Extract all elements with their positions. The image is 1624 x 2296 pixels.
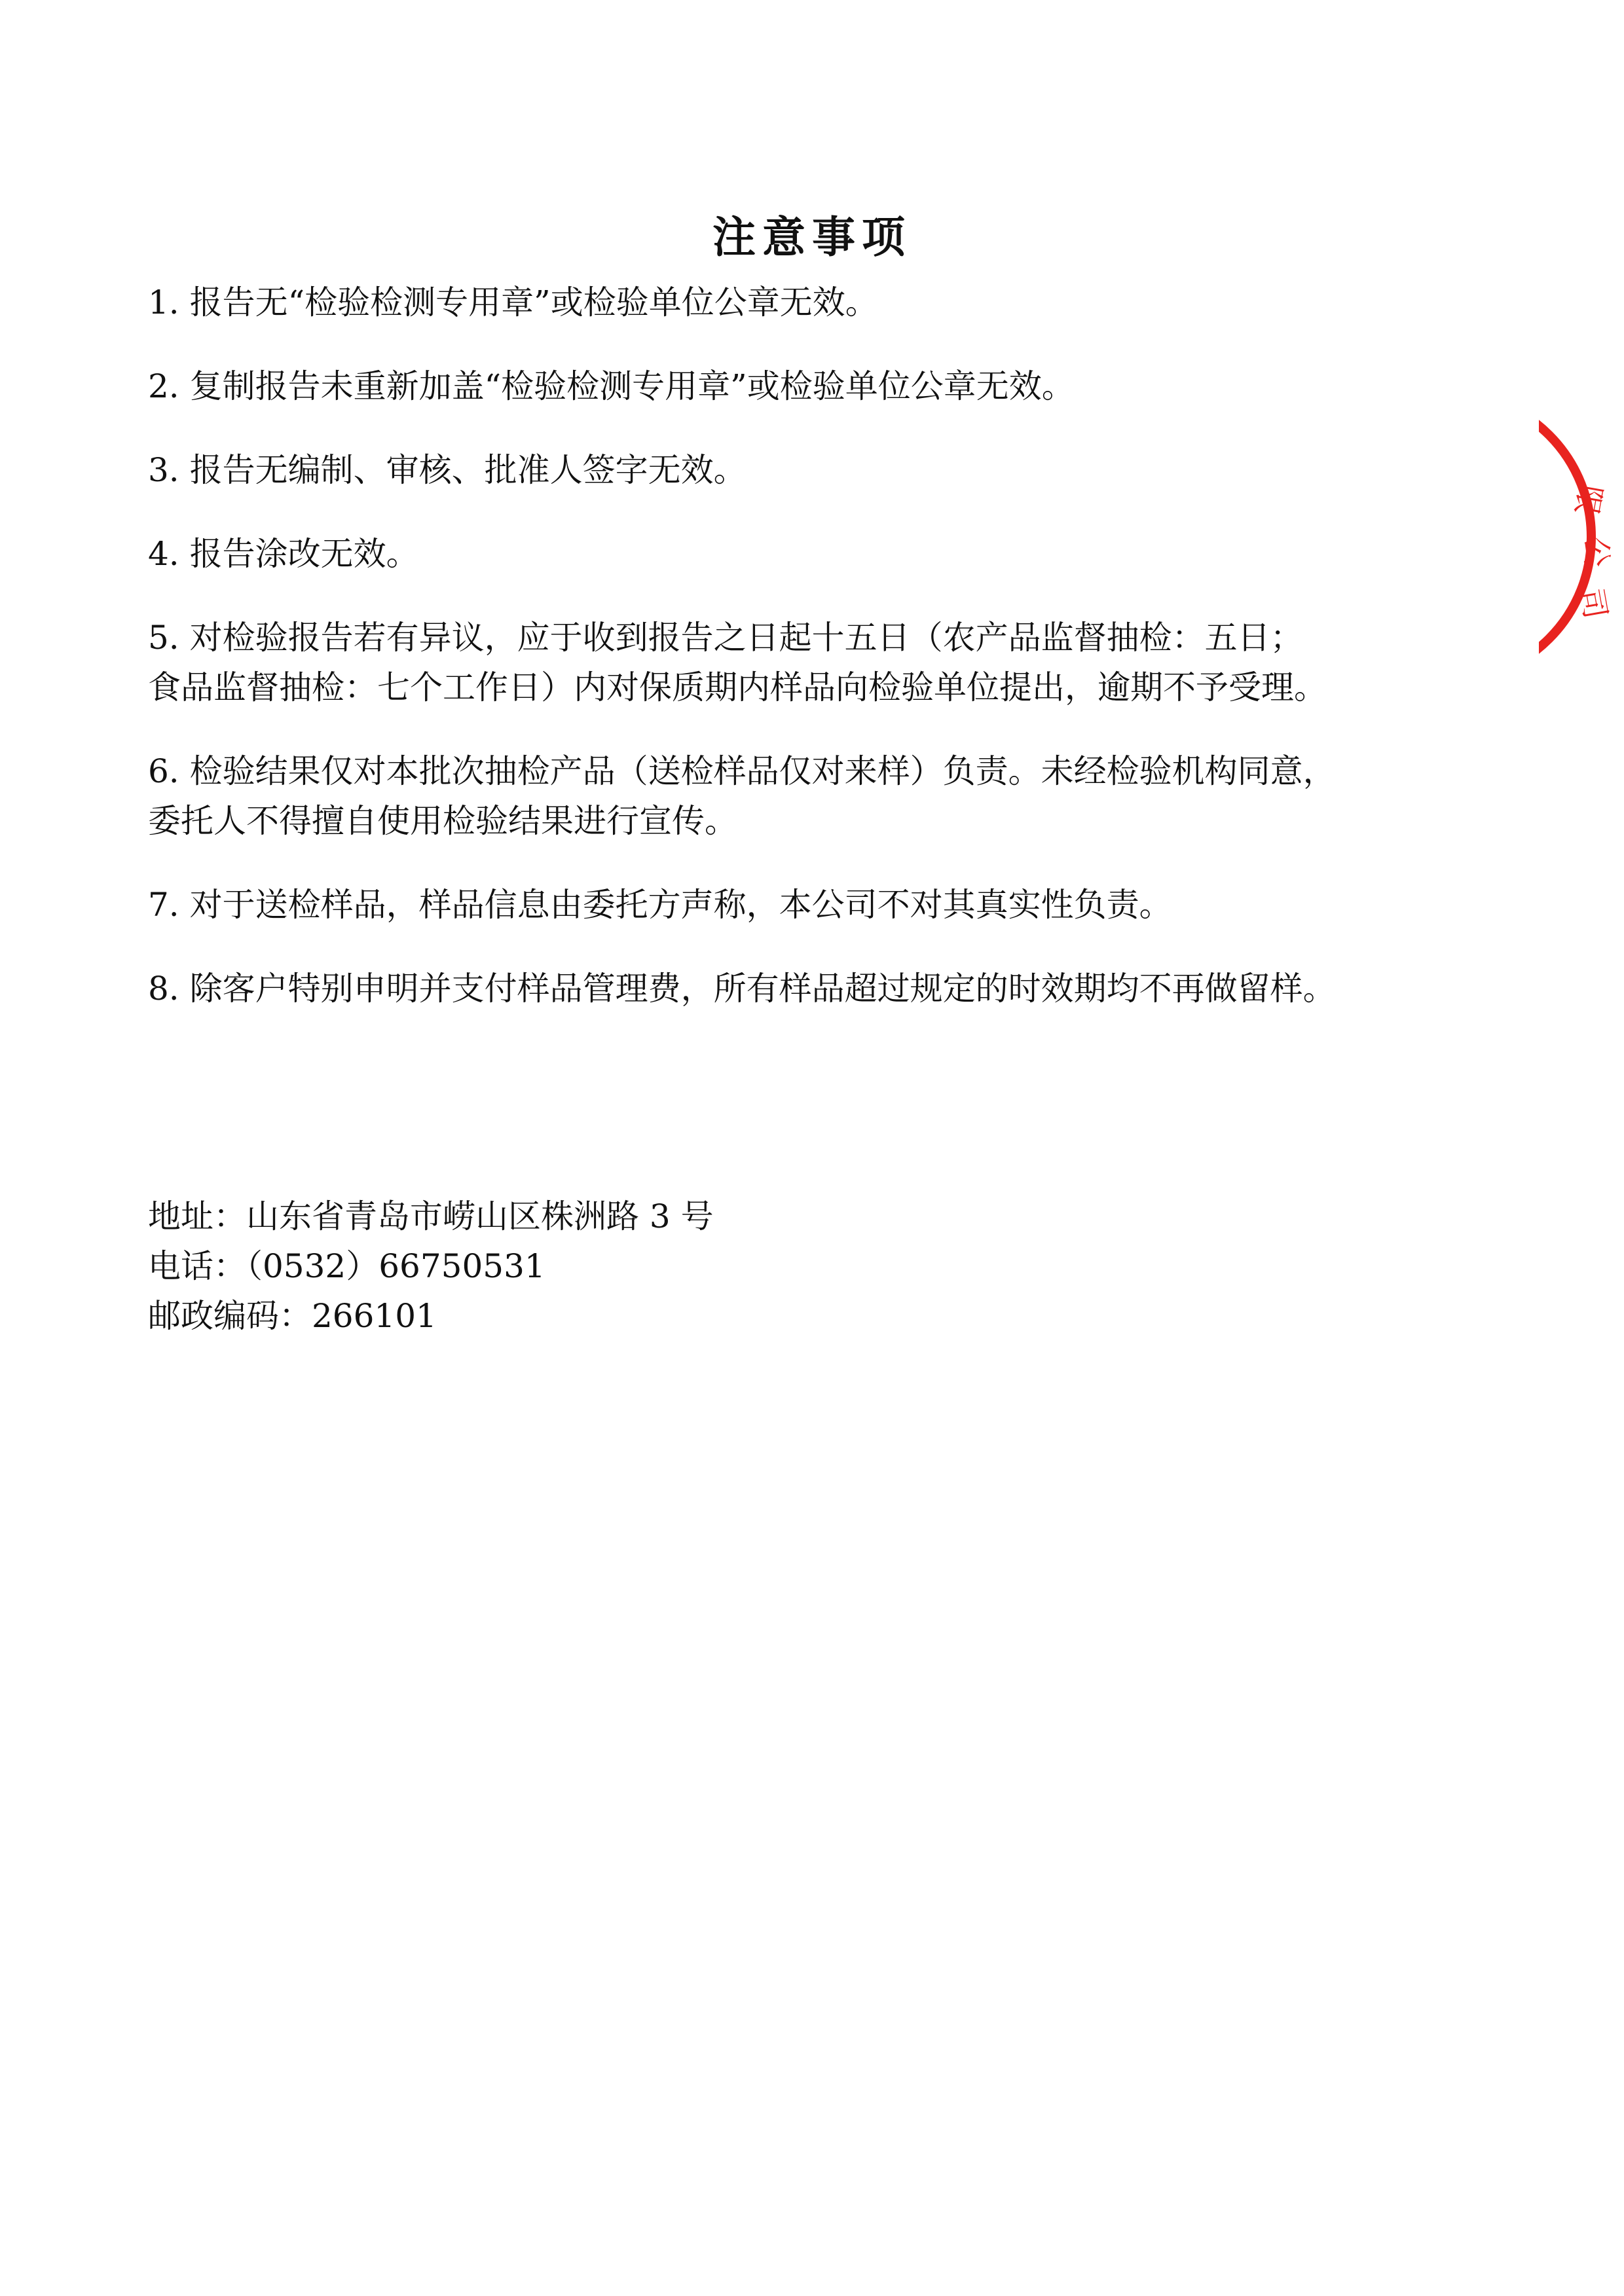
svg-text:限: 限 (1568, 482, 1609, 518)
svg-text:司: 司 (1574, 585, 1614, 622)
notice-item-8: 8. 除客户特别申明并支付样品管理费，所有样品超过规定的时效期均不再做留样。 (148, 970, 1336, 1008)
notice-item-6: 6. 检验结果仅对本批次抽检产品（送检样品仅对来样）负责。未经检验机构同意， (148, 752, 1336, 790)
notice-list (148, 282, 1543, 1051)
notice-item-7: 7. 对于送检样品，样品信息由委托方声称，本公司不对其真实性负责。 (148, 886, 1172, 924)
notice-item-5: 5. 对检验报告若有异议，应于收到报告之日起十五日（农产品监督抽检：五日； (148, 619, 1303, 657)
svg-text:公: 公 (1579, 537, 1614, 567)
notice-item-1: 1. 报告无“检验检测专用章”或检验单位公章无效。 (148, 283, 878, 321)
page-title: 注意事项 (712, 212, 912, 263)
notice-item-5-continued: 食品监督抽检：七个工作日）内对保质期内样品向检验单位提出，逾期不予受理。 (148, 668, 1327, 706)
contact-phone: 电话：（0532）66750531 (148, 1247, 545, 1285)
contact-postcode: 邮政编码：266101 (148, 1297, 437, 1335)
contact-address: 地址：山东省青岛市崂山区株洲路 3 号 (148, 1197, 714, 1235)
company-seal-stamp (1539, 406, 1624, 668)
seal-graphic (1539, 406, 1624, 668)
notice-item-6-continued: 委托人不得擅自使用检验结果进行宣传。 (148, 802, 737, 840)
notice-item-4: 4. 报告涂改无效。 (148, 535, 419, 573)
notice-item-3: 3. 报告无编制、审核、批准人签字无效。 (148, 451, 747, 489)
notice-item-2: 2. 复制报告未重新加盖“检验检测专用章”或检验单位公章无效。 (148, 367, 1075, 405)
contact-block (148, 1192, 1327, 1341)
